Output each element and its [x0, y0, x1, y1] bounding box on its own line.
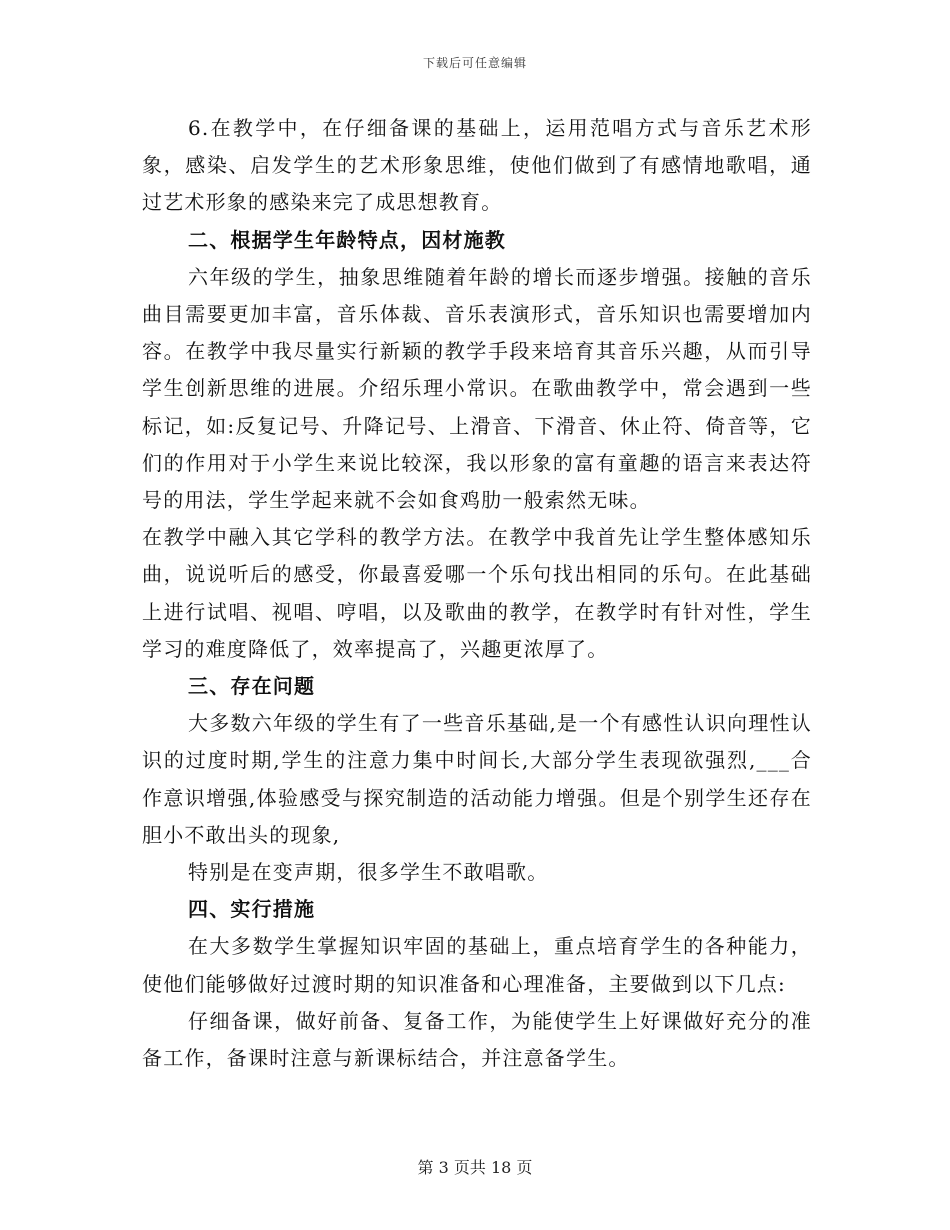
paragraph-cross-subject-methods: 在教学中融入其它学科的教学方法。在教学中我首先让学生整体感知乐曲，说说听后的感受，你最喜爱哪一个乐句找出相同的乐句。在此基础上进行试唱、视唱、哼唱，以及歌曲的教学，在教学时有针对性，学生学习的难度降低了，效率提高了，兴趣更浓厚了。: [142, 525, 812, 661]
paragraph-age-characteristics: 六年级的学生，抽象思维随着年龄的增长而逐步增强。接触的音乐曲目需要更加丰富，音乐体裁、音乐表演形式，音乐知识也需要增加内容。在教学中我尽量实行新颖的教学手段来培育其音乐兴趣，从而引导学生创新思维的进展。介绍乐理小常识。在歌曲教学中，常会遇到一些标记，如:反复记号、升降记号、上滑音、下滑音、休止符、倚音等，它们的作用对于小学生来说比较深，我以形象的富有童趣的语言来表达符号的用法，学生学起来就不会如食鸡肋一般索然无味。: [142, 264, 812, 513]
paragraph-measures-intro: 在大多数学生掌握知识牢固的基础上，重点培育学生的各种能力，使他们能够做好过渡时期的知识准备和心理准备，主要做到以下几点:: [142, 934, 812, 996]
section-heading-3: 三、存在问题: [188, 674, 316, 699]
page-number: 第 3 页共 18 页: [417, 1158, 533, 1177]
paragraph-voice-change: 特别是在变声期，很多学生不敢唱歌。: [188, 860, 549, 885]
paragraph-item-6: 6.在教学中，在仔细备课的基础上，运用范唱方式与音乐艺术形象，感染、启发学生的艺术形象思维，使他们做到了有感情地歌唱，通过艺术形象的感染来完了成思想教育。: [142, 116, 812, 215]
paragraph-existing-problems: 大多数六年级的学生有了一些音乐基础,是一个有感性认识向理性认识的过度时期,学生的注意力集中时间长,大部分学生表现欲强烈,___合作意识增强,体验感受与探究制造的活动能力增强。但是个别学生还存在胆小不敢出头的现象,: [142, 711, 812, 847]
section-heading-4: 四、实行措施: [188, 897, 316, 922]
paragraph-lesson-preparation: 仔细备课，做好前备、复备工作，为能使学生上好课做好充分的准备工作，备课时注意与新课标结合，并注意备学生。: [142, 1008, 812, 1071]
document-body: [142, 110, 812, 1077]
section-heading-2: 二、根据学生年龄特点，因材施教: [188, 227, 506, 252]
page-header: 下载后可任意编辑: [422, 56, 527, 70]
